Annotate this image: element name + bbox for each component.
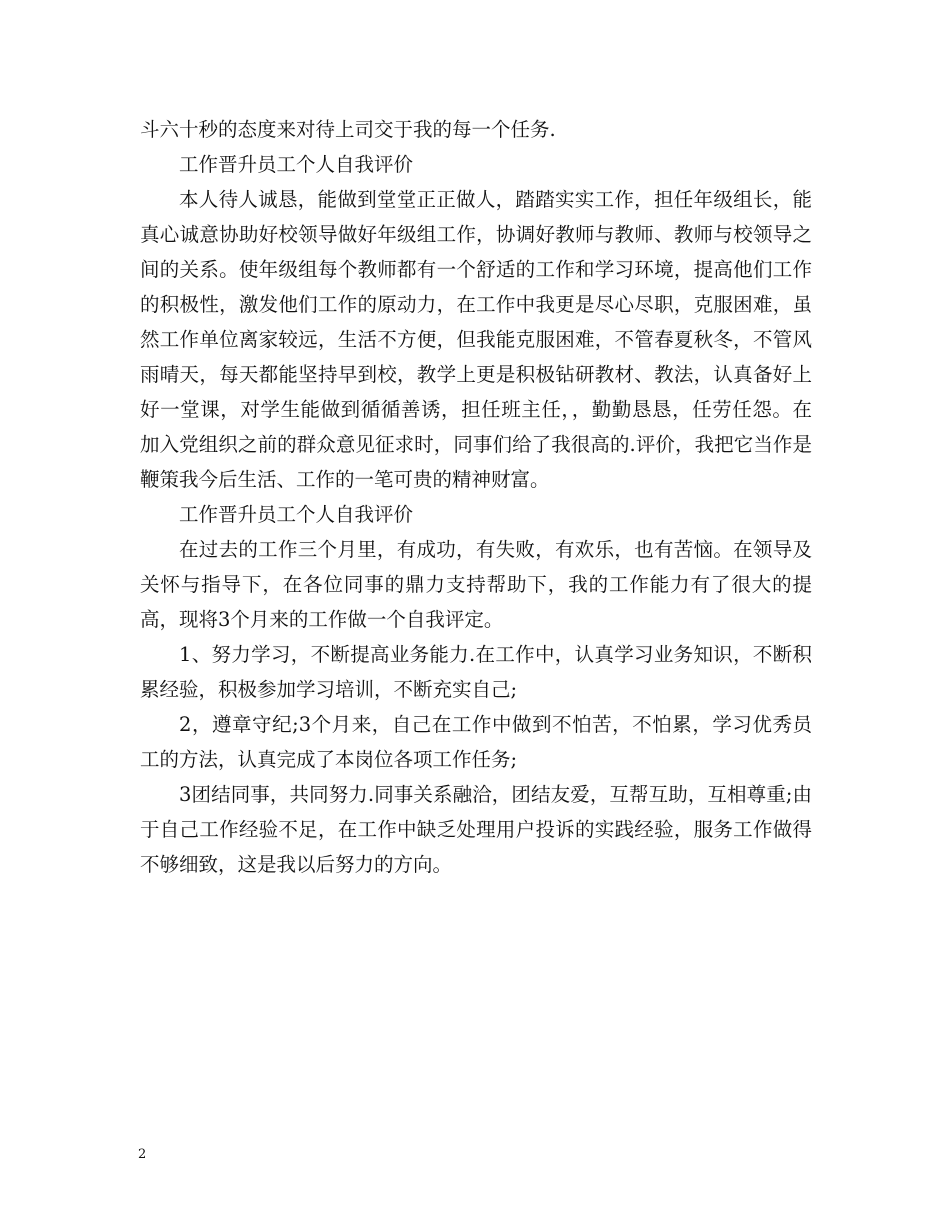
paragraph: 本人待人诚恳，能做到堂堂正正做人，踏踏实实工作，担任年级组长，能真心诚意协助好校领导做好年级组工作，协调好教师与教师、教师与校领导之间的关系。使年级组每个教师都有一个舒适的工作和学习环境，提高他们工作的积极性，激发他们工作的原动力，在工作中我更是尽心尽职，克服困难，虽然工作单位离家较远，生活不方便，但我能克服困难，不管春夏秋冬，不管风雨晴天，每天都能坚持早到校，教学上更是积极钻研教材、教法，认真备好上好一堂课，对学生能做到循循善诱，担任班主任，，勤勤恳恳，任劳任怨。在加入党组织之前的群众意见征求时，同事们给了我很高的.评价，我把它当作是鞭策我今后生活、工作的一笔可贵的精神财富。 [140,188,812,491]
paragraph-continuation: 斗六十秒的态度来对待上司交于我的每一个任务. [140,118,556,141]
section-heading: 工作晋升员工个人自我评价 [179,153,414,176]
list-item-paragraph: 3团结同事，共同努力.同事关系融洽，团结友爱，互帮互助，互相尊重;由于自己工作经验不足，在工作中缺乏处理用户投诉的实践经验，服务工作做得不够细致，这是我以后努力的方向。 [140,783,812,876]
page-number: 2 [138,1147,147,1162]
section-heading: 工作晋升员工个人自我评价 [179,503,414,526]
list-item-paragraph: 1、努力学习，不断提高业务能力.在工作中，认真学习业务知识，不断积累经验，积极参加学习培训，不断充实自己; [140,643,812,701]
document-body [140,112,812,882]
list-item-paragraph: 2，遵章守纪;3个月来，自己在工作中做到不怕苦，不怕累，学习优秀员工的方法，认真完成了本岗位各项工作任务; [140,713,812,771]
paragraph: 在过去的工作三个月里，有成功，有失败，有欢乐，也有苦恼。在领导及关怀与指导下，在各位同事的鼎力支持帮助下，我的工作能力有了很大的提高，现将3个月来的工作做一个自我评定。 [140,538,812,631]
